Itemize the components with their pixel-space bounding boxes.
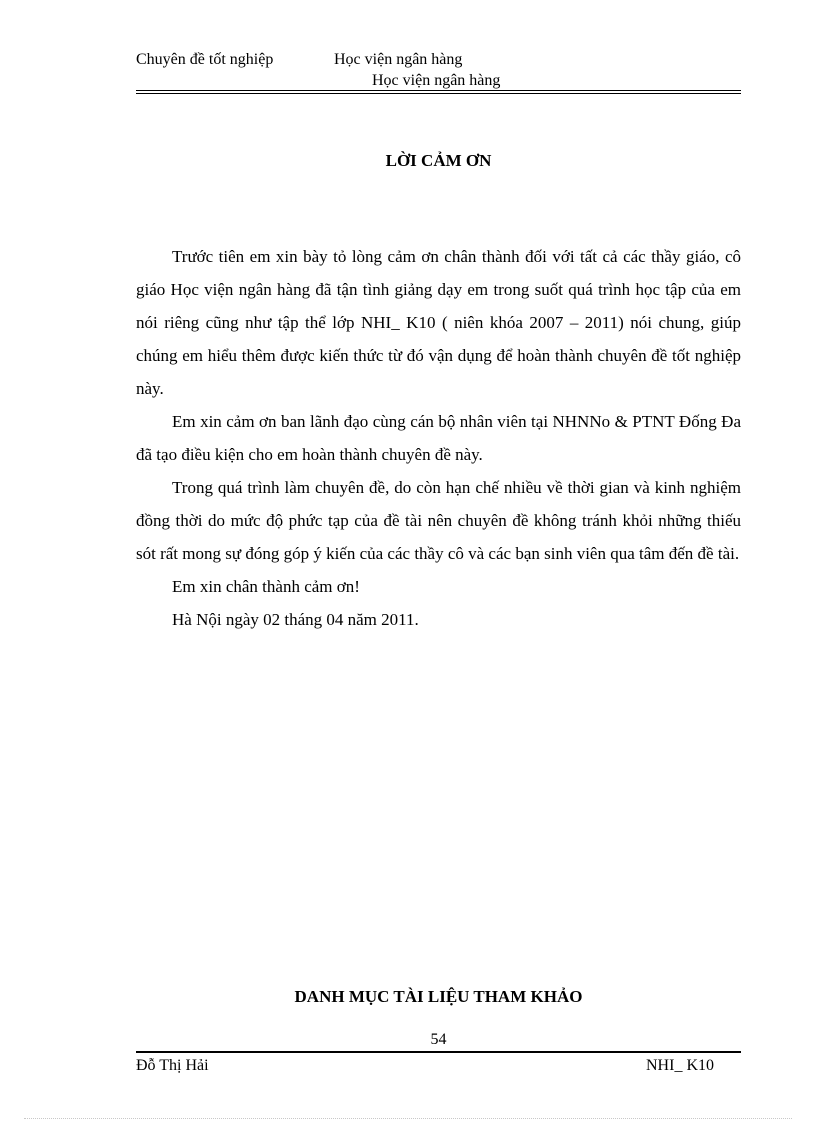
closing-thanks: Em xin chân thành cảm ơn! xyxy=(172,577,360,596)
page-number: 54 xyxy=(430,1031,447,1048)
references-title: DANH MỤC TÀI LIỆU THAM KHẢO xyxy=(294,987,583,1006)
page-edge-divider xyxy=(24,1118,792,1119)
header-double-rule xyxy=(136,90,741,94)
header-institution-text-repeat: Học viện ngân hàng xyxy=(372,72,501,89)
footer-author: Đỗ Thị Hải xyxy=(136,1057,209,1074)
header-institution-text: Học viện ngân hàng xyxy=(334,51,463,68)
acknowledgement-paragraph: Em xin cảm ơn ban lãnh đạo cùng cán bộ nhân viên tại NHNNo & PTNT Đống Đa đã tạo điều kiện cho em hoàn thành chuyên đề này. xyxy=(136,412,741,464)
header-left-text: Chuyên đề tốt nghiệp xyxy=(136,51,274,68)
footer-rule xyxy=(136,1051,741,1053)
acknowledgement-title: LỜI CẢM ƠN xyxy=(385,151,492,170)
acknowledgement-paragraph: Trước tiên em xin bày tỏ lòng cảm ơn chân thành đối với tất cả các thầy giáo, cô giáo Học viện ngân hàng đã tận tình giảng dạy em trong suốt quá trình học tập của em nói riêng cũng như tập thể lớp NHI_ K10 ( niên khóa 2007 – 2011) nói chung, giúp chúng em hiểu thêm được kiến thức từ đó vận dụng để hoàn thành chuyên đề tốt nghiệp này. xyxy=(136,247,741,398)
acknowledgement-body xyxy=(136,240,741,636)
footer-class: NHI_ K10 xyxy=(646,1057,714,1074)
acknowledgement-paragraph: Trong quá trình làm chuyên đề, do còn hạn chế nhiều về thời gian và kinh nghiệm đồng thời do mức độ phức tạp của đề tài nên chuyên đề không tránh khỏi những thiếu sót rất mong sự đóng góp ý kiến của các thầy cô và các bạn sinh viên qua tâm đến đề tài. xyxy=(136,478,741,563)
date-line: Hà Nội ngày 02 tháng 04 năm 2011. xyxy=(172,610,419,629)
